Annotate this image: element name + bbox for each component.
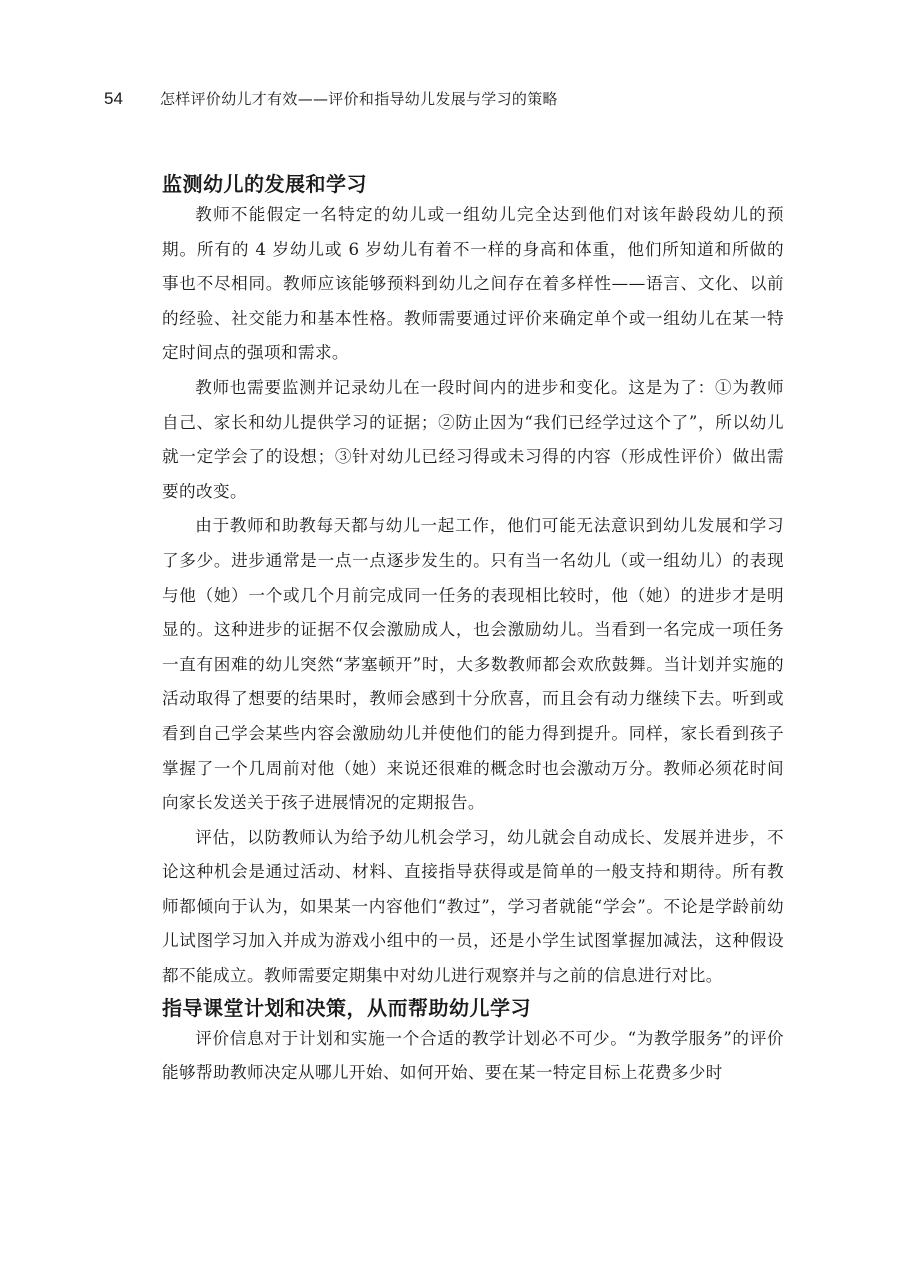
book-title: 怎样评价幼儿才有效——评价和指导幼儿发展与学习的策略 [160,90,558,108]
section-heading-planning: 指导课堂计划和决策，从而帮助幼儿学习 [162,995,531,1020]
paragraph: 由于教师和助教每天都与幼儿一起工作，他们可能无法意识到幼儿发展和学习了多少。进步通常是一点一点逐步发生的。只有当一名幼儿（或一组幼儿）的表现与他（她）一个或几个月前完成同一任务的表现相比较时，他（她）的进步才是明显的。这种进步的证据不仅会激励成人，也会激励幼儿。当看到一名完成一项任务一直有困难的幼儿突然“茅塞顿开”时，大多数教师都会欢欣鼓舞。当计划并实施的活动取得了想要的结果时，教师会感到十分欣喜，而且会有动力继续下去。听到或看到自己学会某些内容会激励幼儿并使他们的能力得到提升。同样，家长看到孩子掌握了一个几周前对他（她）来说还很难的概念时也会激动万分。教师必须花时间向家长发送关于孩子进展情况的定期报告。 [162,516,784,813]
page-body [162,170,784,1091]
section-heading-monitoring: 监测幼儿的发展和学习 [162,172,367,196]
page-number: 54 [104,89,123,108]
paragraph: 教师也需要监测并记录幼儿在一段时间内的进步和变化。这是为了：①为教师自己、家长和幼儿提供学习的证据；②防止因为“我们已经学过这个了”，所以幼儿就一定学会了的设想；③针对幼儿已经习得或未习得的内容（形成性评价）做出需要的改变。 [162,377,784,501]
running-head [104,88,804,114]
paragraph: 评估，以防教师认为给予幼儿机会学习，幼儿就会自动成长、发展并进步，不论这种机会是通过活动、材料、直接指导获得或是简单的一般支持和期待。所有教师都倾向于认为，如果某一内容他们“教过”，学习者就能“学会”。不论是学龄前幼儿试图学习加入并成为游戏小组中的一员，还是小学生试图掌握加减法，这种假设都不能成立。教师需要定期集中对幼儿进行观察并与之前的信息进行对比。 [162,827,784,986]
paragraph: 教师不能假定一名特定的幼儿或一组幼儿完全达到他们对该年龄段幼儿的预期。所有的 4 岁幼儿或 6 岁幼儿有着不一样的身高和体重，他们所知道和所做的事也不尽相同。教师应该能够预料到幼儿之间存在着多样性——语言、文化、以前的经验、社交能力和基本性格。教师需要通过评价来确定单个或一组幼儿在某一特定时间点的强项和需求。 [162,205,784,363]
paragraph: 评价信息对于计划和实施一个合适的教学计划必不可少。“为教学服务”的评价能够帮助教师决定从哪儿开始、如何开始、要在某一特定目标上花费多少时 [162,1028,784,1083]
